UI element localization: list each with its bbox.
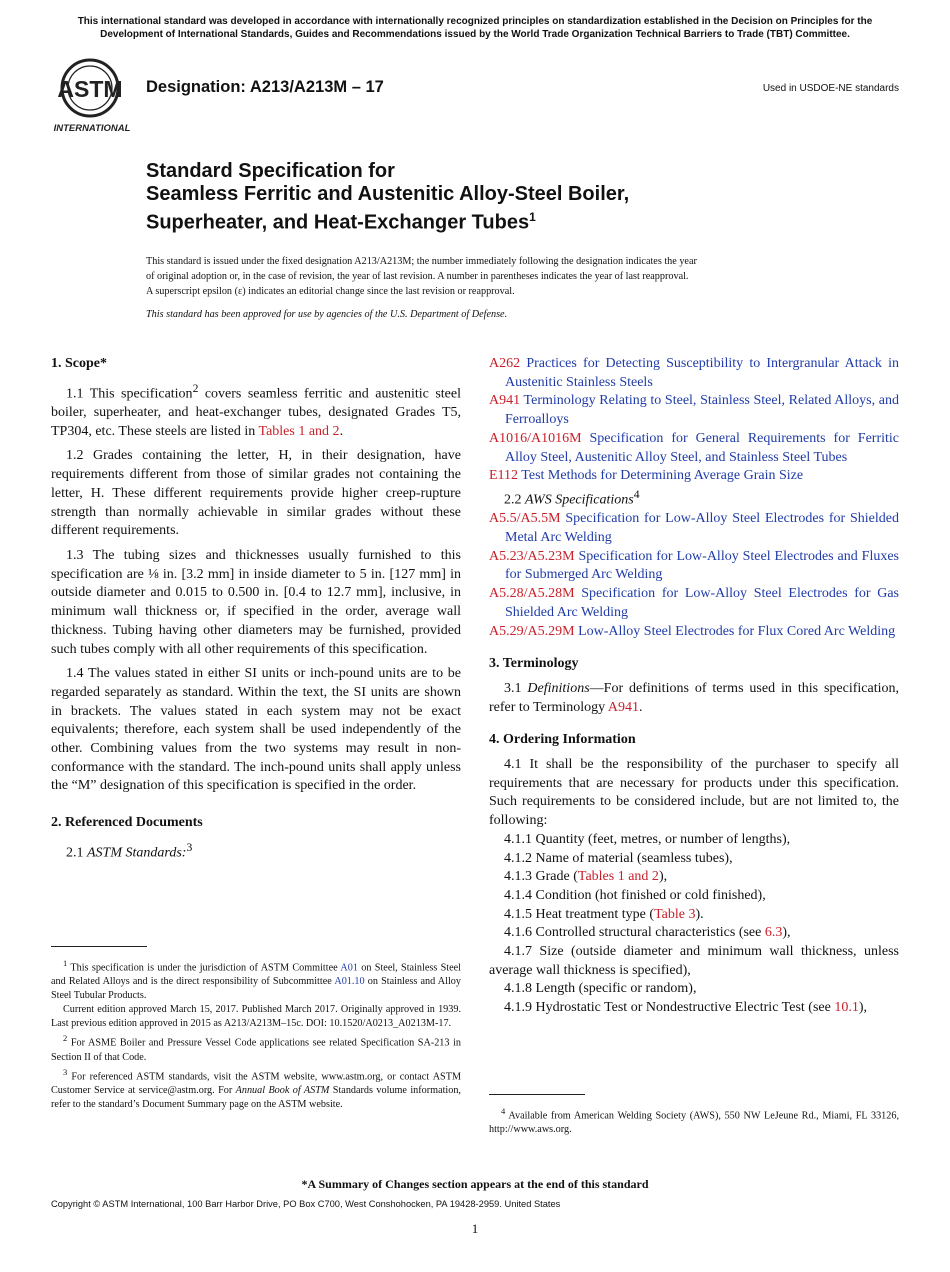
ref-title[interactable]: Practices for Detecting Susceptibility to Intergranular Attack in Austenitic Stainless Steels — [505, 356, 900, 390]
ref-code[interactable]: A1016/A1016M — [489, 430, 582, 446]
footnote-ref-2[interactable]: 2 — [192, 381, 199, 395]
ref-item — [489, 355, 899, 392]
issued-line-3: A superscript epsilon (ε) indicates an editorial change since the last revision or reapproval. — [146, 286, 515, 297]
logo-text: ASTM — [57, 76, 123, 102]
footnote-3-text: For referenced ASTM standards, visit the ASTM website, www.astm.org, or contact ASTM Customer Service at service@astm.org. For — [51, 1071, 461, 1097]
astm-logo — [52, 58, 136, 134]
ref-item — [489, 392, 899, 429]
title-line-2: Seamless Ferritic and Austenitic Alloy-Steel Boiler, — [146, 183, 630, 205]
usdoe-note: Used in USDOE-NE standards — [762, 83, 899, 94]
para-2-1 — [51, 839, 461, 863]
list-item: 4.1.4 Condition (hot finished or cold finished), — [504, 887, 766, 903]
summary-note: *A Summary of Changes section appears at the end of this standard — [301, 1177, 649, 1191]
list-item: 4.1.2 Name of material (seamless tubes), — [504, 850, 733, 866]
para-2-2-num: 2.2 — [504, 492, 525, 508]
ref-code[interactable]: A941 — [489, 393, 521, 409]
wto-notice-line-2: Development of International Standards, Guides and Recommendations issued by the World Trade Organization Technical Barriers to Trade (TBT) Committee. — [100, 29, 850, 40]
section-4-heading: 4. Ordering Information — [489, 732, 636, 748]
list-item-text: 4.1.5 Heat treatment type ( — [504, 906, 655, 922]
para-2-2 — [489, 486, 899, 510]
footnote-4-mark: 4 — [501, 1106, 506, 1116]
ref-item — [489, 623, 899, 642]
ref-code[interactable]: A5.29/A5.29M — [489, 623, 575, 639]
para-2-1-title: ASTM Standards: — [87, 845, 187, 861]
section-2-heading: 2. Referenced Documents — [51, 815, 203, 831]
ref-code[interactable]: A5.28/A5.28M — [489, 586, 575, 602]
list-item: 4.1.7 Size (outside diameter and minimum wall thickness, unless average wall thickness is specified), — [489, 944, 899, 978]
ref-title[interactable]: Specification for General Requirements for Ferritic Alloy Steel, Austenitic Alloy Steel, and Stainless Steel Tubes — [505, 430, 900, 465]
list-item-text: 4.1.6 Controlled structural characteristics (see — [504, 925, 765, 941]
link-a01-10[interactable]: A01.10 — [334, 976, 365, 988]
page-title — [146, 160, 629, 235]
footnote-1-mark: 1 — [63, 958, 68, 968]
footnote-2-text: For ASME Boiler and Pressure Vessel Code applications see related Specification SA-213 in Section II of that Code. — [51, 1037, 461, 1063]
ref-item — [489, 467, 899, 486]
dod-approval: This standard has been approved for use by agencies of the U.S. Department of Defense. — [146, 309, 508, 320]
list-item-end: ), — [858, 1000, 867, 1016]
list-item-end: ), — [658, 869, 668, 885]
para-3-1-end: . — [639, 699, 643, 715]
ref-code[interactable]: A5.23/A5.23M — [489, 548, 575, 564]
link-a01[interactable]: A01 — [340, 962, 358, 974]
ref-title[interactable]: Terminology Relating to Steel, Stainless Steel, Related Alloys, and Ferroalloys — [505, 393, 900, 428]
issued-note — [146, 254, 846, 299]
logo-caption: INTERNATIONAL — [53, 123, 131, 134]
footnote-1-body: on Steel, Stainless Steel and Related Alloys and is the direct responsibility of Subcommittee — [51, 962, 461, 988]
section-1-heading: 1. Scope* — [51, 356, 107, 371]
ref-title[interactable]: Test Methods for Determining Average Grain Size — [521, 468, 804, 484]
list-item — [489, 868, 899, 887]
link-a941[interactable]: A941 — [607, 699, 640, 715]
footnote-3-end: Standards volume information, refer to the standard’s Document Summary page on the ASTM website. — [51, 1085, 461, 1111]
para-2-1-num: 2.1 — [66, 845, 87, 861]
page-number: 1 — [471, 1221, 479, 1236]
right-column — [489, 355, 899, 1018]
footnote-1-end: on Stainless and Alloy Steel Tubular Products. — [51, 976, 461, 1002]
footnote-3-italic: Annual Book of ASTM — [235, 1085, 330, 1097]
footnote-2-mark: 2 — [63, 1033, 68, 1044]
footnote-4 — [489, 1104, 899, 1137]
title-footnote-ref[interactable]: 1 — [529, 210, 536, 224]
list-item-end: ), — [782, 925, 791, 941]
footnote-ref-3[interactable]: 3 — [186, 840, 193, 854]
list-item-text: 4.1.9 Hydrostatic Test or Nondestructive Electric Test (see — [504, 1000, 835, 1016]
title-line-3 — [146, 206, 629, 235]
link-6-3[interactable]: 6.3 — [764, 925, 783, 941]
issued-line-2: of original adoption or, in the case of revision, the year of last revision. A number in parentheses indicates the year of last reapproval. — [146, 271, 689, 282]
para-1-1-text: 1.1 This specification — [66, 386, 193, 402]
para-1-3: 1.3 The tubing sizes and thicknesses usually furnished to this specification are ⅛ in. [3.2 mm] in inside diameter to 5 in. [127 mm] in outside diameter and 0.015 to 0.500 in. [0.4 to 12.7 mm], inclusive, in minimum wall thickness or, if specified in the order, average wall thickness. Tubing having other diameters may be furnished, provided such tubes comply with all other requirements of this specification. — [51, 547, 461, 657]
footnotes-left — [51, 946, 461, 1112]
copyright: Copyright © ASTM International, 100 Barr Harbor Drive, PO Box C700, West Conshohocken, PA 19428-2959. United States — [51, 1199, 561, 1209]
para-3-1 — [489, 680, 899, 717]
issued-line-1: This standard is issued under the fixed designation A213/A213M; the number immediately following the designation indicates the year — [146, 256, 697, 267]
link-table-3[interactable]: Table 3 — [654, 906, 696, 922]
para-1-4: 1.4 The values stated in either SI units or inch-pound units are to be regarded separately as standard. Within the text, the SI units are shown in brackets. The values stated in each system may not be exact equivalents; therefore, each system shall be used independently of the other. Combining values from the two systems may result in non-conformance with the standard. The inch-pound units shall apply unless the “M” designation of this specification is specified in the order. — [51, 666, 461, 794]
footnotes-right — [489, 1094, 899, 1137]
link-tables-1-2[interactable]: Tables 1 and 2 — [577, 869, 659, 885]
title-line-3-text: Superheater, and Heat-Exchanger Tubes — [146, 211, 530, 234]
footnote-1 — [51, 956, 461, 1003]
para-3-1-num: 3.1 — [504, 680, 528, 696]
list-item — [489, 924, 899, 943]
footnote-3 — [51, 1065, 461, 1112]
footnote-4-text: Available from American Welding Society (AWS), 550 NW LeJeune Rd., Miami, FL 33126, http://www.aws.org. — [489, 1110, 899, 1136]
ref-item — [489, 585, 899, 622]
list-item-end: ). — [695, 906, 704, 922]
para-1-1 — [51, 380, 461, 442]
ref-title[interactable]: Specification for Low-Alloy Steel Electrodes and Fluxes for Submerged Arc Welding — [505, 548, 900, 583]
designation: Designation: A213/A213M – 17 — [146, 78, 384, 96]
wto-notice — [30, 15, 920, 41]
footnote-1-text: This specification is under the jurisdiction of ASTM Committee — [67, 962, 341, 974]
ref-title[interactable]: Specification for Low-Alloy Steel Electrodes for Gas Shielded Arc Welding — [505, 586, 900, 620]
para-4-1: 4.1 It shall be the responsibility of the purchaser to specify all requirements that are necessary for products under this specification. Such requirements to be considered include, but are not limited to, the following: — [489, 757, 899, 829]
ref-item — [489, 548, 899, 585]
para-3-1-term: Definitions — [527, 680, 590, 696]
ref-item — [489, 430, 899, 467]
list-item: 4.1.8 Length (specific or random), — [504, 981, 697, 997]
ref-code[interactable]: A5.5/A5.5M — [489, 511, 561, 527]
section-3-heading: 3. Terminology — [489, 656, 579, 672]
list-item — [489, 906, 899, 925]
para-3-1-body: —For definitions of terms used in this specification, refer to Terminology — [489, 680, 899, 715]
para-1-2: 1.2 Grades containing the letter, H, in their designation, have requirements different from those of similar grades not containing the letter, H. These different requirements provide higher creep-rupture strength than normally achievable in similar grades without these different requirements. — [51, 448, 461, 539]
left-column — [51, 355, 461, 863]
link-tables-1-2[interactable]: Tables 1 and 2 — [258, 423, 340, 439]
footnote-2 — [51, 1031, 461, 1064]
ref-item — [489, 510, 899, 547]
list-item — [489, 999, 899, 1018]
list-item-text: 4.1.3 Grade ( — [504, 869, 578, 885]
para-1-1-end: . — [339, 423, 344, 439]
list-item: 4.1.1 Quantity (feet, metres, or number of lengths), — [504, 831, 791, 847]
para-1-1-body: covers seamless ferritic and austenitic steel boiler, superheater, and heat-exchanger tubes, designated Grades T5, TP304, etc. These steels are listed in — [51, 386, 461, 439]
ref-code[interactable]: A262 — [489, 356, 521, 371]
title-line-1: Standard Specification for — [146, 160, 395, 182]
footnote-ref-4[interactable]: 4 — [633, 487, 640, 501]
astm-logo-icon — [52, 58, 136, 134]
ref-title[interactable]: Low-Alloy Steel Electrodes for Flux Cored Arc Welding — [578, 623, 896, 639]
footnote-3-mark: 3 — [63, 1066, 68, 1077]
link-10-1[interactable]: 10.1 — [834, 1000, 859, 1016]
para-2-2-title: AWS Specifications — [525, 492, 634, 508]
ref-title[interactable]: Specification for Low-Alloy Steel Electrodes for Shielded Metal Arc Welding — [505, 511, 900, 545]
ref-code[interactable]: E112 — [489, 468, 519, 484]
footnote-1-edition: Current edition approved March 15, 2017. Published March 2017. Originally approved in 1939. Last previous edition approved in 2015 as A213/A213M–15c. DOI: 10.1520/A0213_A0213M-17. — [51, 1004, 461, 1030]
wto-notice-line-1: This international standard was developed in accordance with internationally recognized principles on standardization established in the Decision on Principles for the — [77, 16, 873, 27]
